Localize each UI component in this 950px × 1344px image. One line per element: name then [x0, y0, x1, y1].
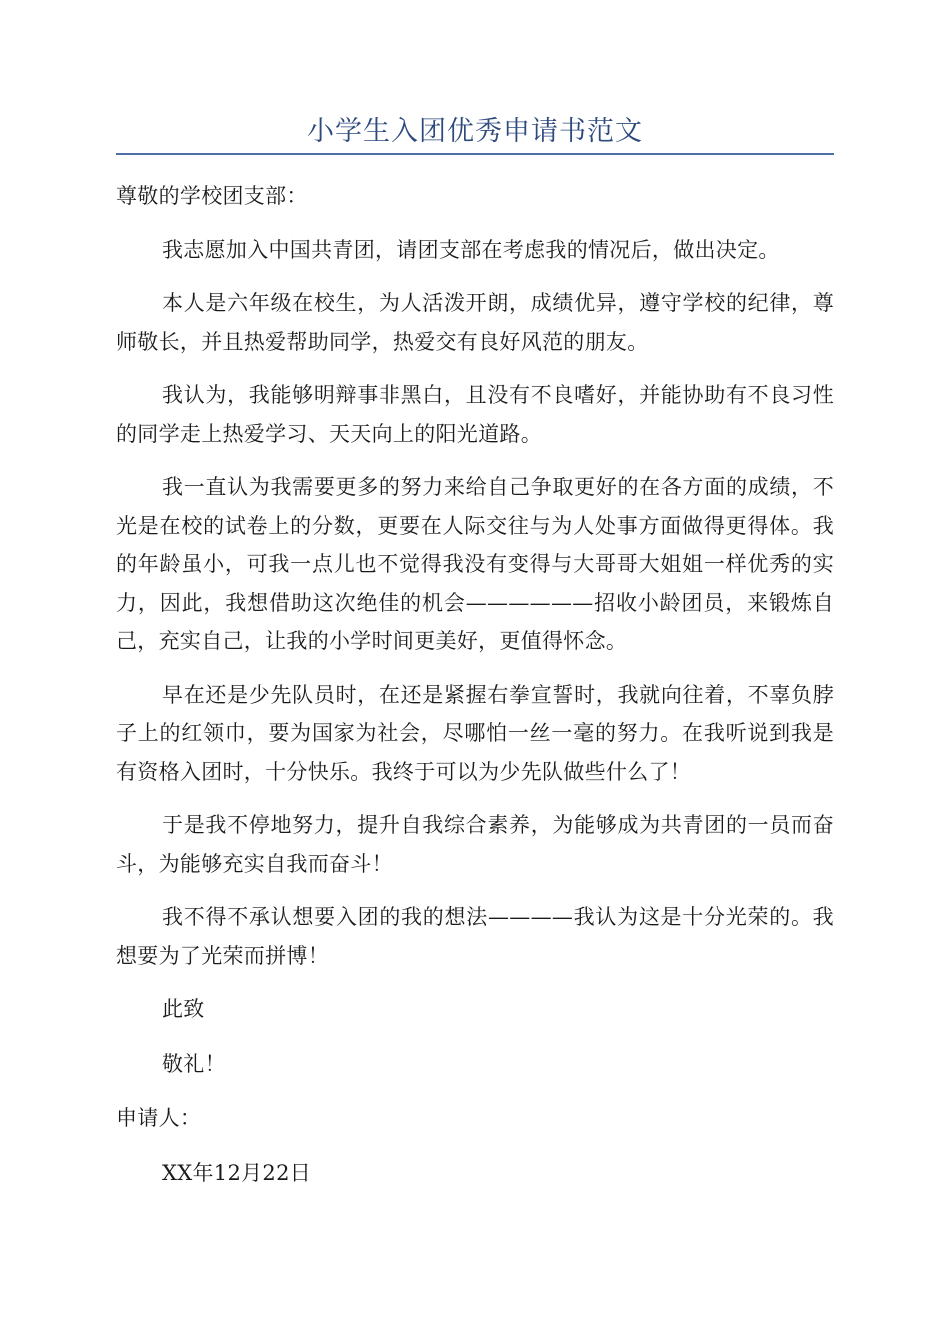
paragraph: 于是我不停地努力，提升自我综合素养，为能够成为共青团的一员而奋斗，为能够充实自我而奋斗！ [116, 813, 834, 876]
document-body [116, 177, 834, 1208]
signature-date: XX年12月22日 [162, 1160, 312, 1185]
salutation: 尊敬的学校团支部： [116, 184, 308, 208]
paragraph: 我志愿加入中国共青团，请团支部在考虑我的情况后，做出决定。 [162, 237, 780, 262]
title-underline [116, 153, 834, 155]
applicant-label: 申请人： [116, 1106, 202, 1130]
paragraph: 我认为，我能够明辩事非黑白，且没有不良嗜好，并能协助有不良习性的同学走上热爱学习、天天向上的阳光道路。 [116, 383, 834, 446]
document-title: 小学生入团优秀申请书范文 [307, 116, 643, 147]
paragraph: 早在还是少先队员时，在还是紧握右拳宣誓时，我就向往着，不辜负脖子上的红领巾，要为国家为社会，尽哪怕一丝一毫的努力。在我听说到我是有资格入团时，十分快乐。我终于可以为少先队做些什么了！ [116, 682, 834, 784]
closing-line-2: 敬礼！ [162, 1051, 226, 1076]
paragraph: 本人是六年级在校生，为人活泼开朗，成绩优异，遵守学校的纪律，尊师敬长，并且热爱帮助同学，热爱交有良好风范的朋友。 [116, 291, 834, 354]
paragraph: 我不得不承认想要入团的我的想法————我认为这是十分光荣的。我想要为了光荣而拼博！ [116, 905, 834, 968]
paragraph: 我一直认为我需要更多的努力来给自己争取更好的在各方面的成绩，不光是在校的试卷上的分数，更要在人际交往与为人处事方面做得更得体。我的年龄虽小，可我一点儿也不觉得我没有变得与大哥哥大姐姐一样优秀的实力，因此，我想借助这次绝佳的机会——————招收小龄团员，来锻炼自己，充实自己，让我的小学时间更美好，更值得怀念。 [116, 475, 834, 653]
closing-line-1: 此致 [162, 997, 205, 1021]
